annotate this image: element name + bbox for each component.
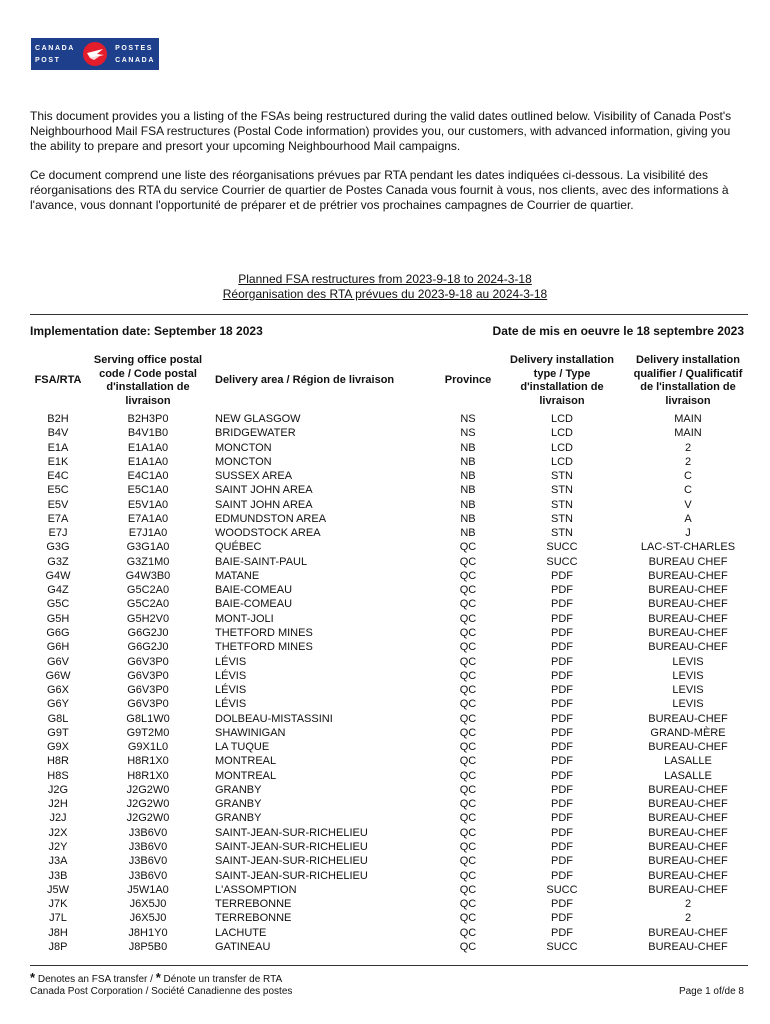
cell-fsa: J7L — [49, 912, 67, 925]
table-row — [0, 897, 770, 911]
cell-fsa: G9T — [47, 726, 69, 739]
cell-office: E5V1A0 — [127, 498, 169, 511]
table-row — [0, 441, 770, 455]
table-row — [0, 783, 770, 797]
cell-area: LÉVIS — [215, 669, 247, 682]
cell-qualifier: LEVIS — [672, 669, 704, 682]
table-row — [0, 683, 770, 697]
divider — [30, 965, 748, 966]
cell-area: NEW GLASGOW — [215, 413, 301, 425]
intro-french: Ce document comprend une liste des réorganisations prévues par RTA pendant les dates indiquées ci-dessous. La visibilité des réorganisations des RTA du service Courrier de quartier de Postes Canada vous fournit à vous, nos clients, avec des informations à l'avance, vous donnant l'opportunité de préparer et de prétrier vos prochaines campagnes de Courrier de quartier. — [30, 168, 729, 212]
table-row — [0, 426, 770, 440]
cell-office: J6X5J0 — [129, 912, 167, 925]
cell-qualifier: C — [684, 470, 692, 483]
cell-type: PDF — [551, 840, 573, 853]
table-row — [0, 697, 770, 711]
cell-type: PDF — [551, 855, 573, 868]
cell-area: SUSSEX AREA — [215, 470, 293, 483]
cell-province: NB — [460, 470, 476, 483]
cell-fsa: G6W — [45, 669, 71, 682]
cell-area: BAIE-SAINT-PAUL — [215, 555, 308, 568]
cell-office: B4V1B0 — [127, 427, 169, 440]
cell-fsa: G5C — [46, 598, 70, 611]
cell-qualifier: GRAND-MÈRE — [650, 726, 726, 739]
cell-qualifier: A — [684, 512, 692, 525]
cell-type: LCD — [550, 427, 573, 440]
cell-qualifier: 2 — [684, 455, 692, 468]
cell-province: QC — [459, 569, 477, 582]
cell-area: LACHUTE — [215, 926, 267, 939]
intro-english: This document provides you a listing of the FSAs being restructured during the valid dates outlined below. Visibility of Canada Post's Neighbourhood Mail FSA restructures (Postal Code information) provides you, our customers, with advanced information, giving you the ability to prepare and presort your upcoming Neighbourhood Mail campaigns. — [30, 109, 732, 153]
cell-office: G5H2V0 — [126, 612, 170, 625]
cell-province: QC — [459, 741, 477, 754]
cell-area: GATINEAU — [215, 940, 271, 953]
cell-province: NB — [460, 455, 476, 468]
cell-qualifier: BUREAU-CHEF — [648, 826, 728, 839]
cell-qualifier: LEVIS — [672, 655, 704, 668]
cell-area: SAINT-JEAN-SUR-RICHELIEU — [215, 869, 368, 882]
logo-right-words — [115, 45, 155, 64]
cell-qualifier: BUREAU-CHEF — [648, 798, 728, 811]
cell-area: SAINT-JEAN-SUR-RICHELIEU — [215, 855, 368, 868]
cell-fsa: J8P — [48, 940, 68, 953]
cell-office: E5C1A0 — [127, 484, 169, 497]
cell-type: PDF — [551, 783, 573, 796]
cell-type: PDF — [551, 641, 573, 654]
cell-province: QC — [459, 684, 477, 697]
logo-word: CANADA — [115, 56, 155, 64]
cell-office: H8R1X0 — [127, 755, 169, 768]
cell-type: SUCC — [546, 555, 578, 568]
cell-province: QC — [459, 655, 477, 668]
cell-qualifier: BUREAU-CHEF — [648, 626, 728, 639]
cell-area: LA TUQUE — [215, 741, 270, 754]
logo-word: CANADA — [35, 44, 75, 52]
logo-word: POSTES — [115, 44, 154, 52]
cell-office: J5W1A0 — [127, 883, 169, 896]
cell-office: B2H3P0 — [127, 413, 169, 425]
cell-type: PDF — [551, 826, 573, 839]
cell-province: NB — [460, 441, 476, 454]
cell-type: PDF — [551, 569, 573, 582]
table-row — [0, 869, 770, 883]
cell-type: PDF — [551, 769, 573, 782]
cell-province: QC — [459, 912, 477, 925]
cell-fsa: G4Z — [47, 584, 69, 597]
cell-area: WOODSTOCK AREA — [215, 527, 321, 540]
header-fsa: FSA/RTA — [34, 374, 82, 387]
cell-qualifier: BUREAU-CHEF — [648, 883, 728, 896]
cell-office: J3B6V0 — [128, 855, 168, 868]
table-row — [0, 769, 770, 783]
cell-qualifier: LEVIS — [672, 684, 704, 697]
table-row — [0, 726, 770, 740]
cell-type: PDF — [551, 912, 573, 925]
header-type: Delivery installation type / Type d'installation de livraison — [510, 354, 614, 407]
table-row — [0, 597, 770, 611]
cell-type: PDF — [551, 812, 573, 825]
cell-office: G3Z1M0 — [126, 555, 170, 568]
table-row — [0, 412, 770, 426]
cell-office: J2G2W0 — [126, 812, 170, 825]
cell-province: QC — [459, 612, 477, 625]
cell-province: QC — [459, 755, 477, 768]
cell-area: SAINT-JEAN-SUR-RICHELIEU — [215, 840, 368, 853]
cell-qualifier: 2 — [684, 898, 692, 911]
cell-qualifier: BUREAU-CHEF — [648, 869, 728, 882]
page-number: Page 1 of/de 8 — [678, 986, 744, 997]
cell-province: NS — [460, 427, 476, 440]
cell-qualifier: LASALLE — [664, 755, 712, 768]
cell-office: E1A1A0 — [127, 441, 169, 454]
cell-type: PDF — [551, 798, 573, 811]
cell-fsa: J7K — [48, 898, 68, 911]
cell-province: QC — [459, 726, 477, 739]
cell-office: G3G1A0 — [126, 541, 170, 554]
cell-province: QC — [459, 626, 477, 639]
cell-province: NS — [460, 413, 476, 425]
cell-qualifier: BUREAU-CHEF — [648, 855, 728, 868]
cell-qualifier: LEVIS — [672, 698, 704, 711]
cell-province: QC — [459, 783, 477, 796]
cell-fsa: G3Z — [47, 555, 69, 568]
cell-province: QC — [459, 598, 477, 611]
cell-office: H8R1X0 — [127, 769, 169, 782]
cell-type: PDF — [551, 669, 573, 682]
cell-qualifier: BUREAU-CHEF — [648, 598, 728, 611]
cell-type: PDF — [551, 741, 573, 754]
cell-area: L'ASSOMPTION — [215, 883, 297, 896]
cell-area: THETFORD MINES — [215, 626, 313, 639]
cell-area: GRANBY — [215, 798, 262, 811]
cell-type: PDF — [551, 698, 573, 711]
cell-qualifier: BUREAU CHEF — [648, 555, 728, 568]
cell-fsa: J2H — [48, 798, 68, 811]
cell-area: BRIDGEWATER — [215, 427, 296, 440]
cell-area: LÉVIS — [215, 684, 247, 697]
cell-fsa: B2H — [47, 413, 69, 425]
cell-province: QC — [459, 883, 477, 896]
cell-office: J3B6V0 — [128, 840, 168, 853]
cell-fsa: G6Y — [46, 698, 69, 711]
table-row — [0, 512, 770, 526]
cell-office: J8P5B0 — [128, 940, 168, 953]
cell-office: J3B6V0 — [128, 869, 168, 882]
header-office: Serving office postal code / Code postal d'installation de livraison — [93, 354, 203, 407]
table-row — [0, 498, 770, 512]
cell-fsa: G5H — [46, 612, 70, 625]
cell-fsa: J2J — [49, 812, 67, 825]
cell-area: SAINT JOHN AREA — [215, 498, 313, 511]
cell-province: NB — [460, 498, 476, 511]
cell-province: QC — [459, 555, 477, 568]
cell-fsa: J3B — [48, 869, 68, 882]
cell-office: G9X1L0 — [127, 741, 169, 754]
cell-qualifier: BUREAU-CHEF — [648, 584, 728, 597]
table-row — [0, 754, 770, 768]
cell-fsa: G6H — [46, 641, 70, 654]
table-row — [0, 926, 770, 940]
cell-office: G6G2J0 — [127, 641, 169, 654]
cell-province: QC — [459, 541, 477, 554]
cell-office: G6G2J0 — [127, 626, 169, 639]
cell-province: QC — [459, 584, 477, 597]
cell-province: NB — [460, 512, 476, 525]
cell-office: G8L1W0 — [126, 712, 170, 725]
table-row — [0, 469, 770, 483]
cell-type: PDF — [551, 612, 573, 625]
header-area: Delivery area / Région de livraison — [215, 374, 395, 387]
cell-qualifier: LAC-ST-CHARLES — [640, 541, 736, 554]
cell-office: G6V3P0 — [127, 669, 169, 682]
fsa-table-body — [0, 412, 770, 954]
star-marker: * — [155, 970, 161, 985]
cell-type: LCD — [550, 441, 573, 454]
cell-area: BAIE-COMEAU — [215, 598, 293, 611]
cell-province: QC — [459, 798, 477, 811]
cell-area: DOLBEAU-MISTASSINI — [215, 712, 333, 725]
cell-type: SUCC — [546, 940, 578, 953]
cell-qualifier: BUREAU-CHEF — [648, 926, 728, 939]
header-province: Province — [444, 374, 492, 387]
cell-qualifier: LASALLE — [664, 769, 712, 782]
cell-fsa: E4C — [47, 470, 69, 483]
cell-fsa: J5W — [47, 883, 69, 896]
logo-left-words — [35, 45, 75, 64]
plan-title-french: Réorganisation des RTA prévues du 2023-9-18 au 2024-3-18 — [222, 287, 548, 301]
cell-province: NB — [460, 484, 476, 497]
cell-qualifier: MAIN — [674, 427, 702, 440]
cell-fsa: E5V — [47, 498, 69, 511]
cell-fsa: E1A — [47, 441, 69, 454]
cell-qualifier: BUREAU-CHEF — [648, 641, 728, 654]
eagle-icon — [82, 41, 108, 67]
cell-type: PDF — [551, 869, 573, 882]
cell-qualifier: J — [685, 527, 691, 540]
cell-type: PDF — [551, 926, 573, 939]
cell-area: MONT-JOLI — [215, 612, 274, 625]
cell-area: SAINT JOHN AREA — [215, 484, 313, 497]
cell-area: BAIE-COMEAU — [215, 584, 293, 597]
cell-office: E7A1A0 — [127, 512, 169, 525]
table-row — [0, 940, 770, 954]
cell-type: STN — [551, 470, 573, 483]
cell-type: PDF — [551, 898, 573, 911]
table-row — [0, 655, 770, 669]
table-row — [0, 826, 770, 840]
cell-province: QC — [459, 826, 477, 839]
cell-type: PDF — [551, 726, 573, 739]
table-row — [0, 811, 770, 825]
cell-type: SUCC — [546, 541, 578, 554]
table-row — [0, 455, 770, 469]
table-row — [0, 854, 770, 868]
cell-type: PDF — [551, 626, 573, 639]
cell-qualifier: V — [684, 498, 692, 511]
cell-office: J8H1Y0 — [128, 926, 168, 939]
cell-type: PDF — [551, 684, 573, 697]
cell-fsa: E7A — [47, 512, 69, 525]
cell-type: PDF — [551, 584, 573, 597]
table-row — [0, 712, 770, 726]
cell-office: E1A1A0 — [127, 455, 169, 468]
cell-qualifier: C — [684, 484, 692, 497]
table-row — [0, 797, 770, 811]
cell-fsa: J8H — [48, 926, 68, 939]
table-row — [0, 911, 770, 925]
cell-qualifier: BUREAU-CHEF — [648, 812, 728, 825]
table-row — [0, 740, 770, 754]
cell-area: EDMUNDSTON AREA — [215, 512, 327, 525]
cell-province: QC — [459, 926, 477, 939]
cell-office: J2G2W0 — [126, 798, 170, 811]
cell-area: SHAWINIGAN — [215, 726, 286, 739]
cell-office: G6V3P0 — [127, 684, 169, 697]
cell-fsa: E5C — [47, 484, 69, 497]
table-row — [0, 526, 770, 540]
cell-qualifier: BUREAU-CHEF — [648, 940, 728, 953]
table-row — [0, 883, 770, 897]
cell-type: PDF — [551, 598, 573, 611]
cell-area: SAINT-JEAN-SUR-RICHELIEU — [215, 826, 368, 839]
cell-province: QC — [459, 812, 477, 825]
cell-office: G6V3P0 — [127, 698, 169, 711]
cell-fsa: G6G — [46, 626, 70, 639]
implementation-date-english: Implementation date: September 18 2023 — [30, 324, 263, 338]
cell-type: LCD — [550, 413, 573, 425]
cell-office: J3B6V0 — [128, 826, 168, 839]
cell-office: E7J1A0 — [128, 527, 168, 540]
cell-type: STN — [551, 527, 573, 540]
cell-fsa: G8L — [47, 712, 69, 725]
table-row — [0, 626, 770, 640]
cell-fsa: E7J — [48, 527, 68, 540]
cell-qualifier: BUREAU-CHEF — [648, 569, 728, 582]
cell-type: PDF — [551, 755, 573, 768]
cell-province: QC — [459, 712, 477, 725]
cell-office: G5C2A0 — [126, 598, 170, 611]
table-row — [0, 483, 770, 497]
footnote — [30, 970, 282, 985]
cell-office: E4C1A0 — [127, 470, 169, 483]
cell-area: MONCTON — [215, 455, 272, 468]
cell-area: MONCTON — [215, 441, 272, 454]
cell-fsa: J2Y — [48, 840, 68, 853]
cell-province: QC — [459, 698, 477, 711]
cell-fsa: J2X — [48, 826, 68, 839]
cell-qualifier: BUREAU-CHEF — [648, 712, 728, 725]
cell-office: G9T2M0 — [126, 726, 170, 739]
cell-area: TERREBONNE — [215, 912, 292, 925]
implementation-date-french: Date de mis en oeuvre le 18 septembre 2023 — [492, 324, 744, 338]
cell-type: STN — [551, 512, 573, 525]
cell-area: GRANBY — [215, 783, 262, 796]
cell-fsa: G6X — [46, 684, 69, 697]
cell-area: MONTREAL — [215, 769, 277, 782]
cell-office: J6X5J0 — [129, 898, 167, 911]
table-row — [0, 669, 770, 683]
cell-qualifier: BUREAU-CHEF — [648, 612, 728, 625]
cell-province: QC — [459, 769, 477, 782]
corporation-name: Canada Post Corporation / Société Canadienne des postes — [30, 986, 293, 997]
cell-qualifier: BUREAU-CHEF — [648, 783, 728, 796]
cell-area: THETFORD MINES — [215, 641, 313, 654]
cell-fsa: J3A — [48, 855, 68, 868]
cell-type: STN — [551, 484, 573, 497]
table-row — [0, 612, 770, 626]
plan-title-english: Planned FSA restructures from 2023-9-18 to 2024-3-18 — [238, 272, 532, 286]
cell-qualifier: MAIN — [674, 413, 702, 425]
cell-area: LÉVIS — [215, 655, 247, 668]
cell-type: STN — [551, 498, 573, 511]
cell-province: QC — [459, 641, 477, 654]
cell-fsa: H8R — [46, 755, 69, 768]
cell-province: QC — [459, 840, 477, 853]
cell-qualifier: BUREAU-CHEF — [648, 840, 728, 853]
table-row — [0, 540, 770, 554]
logo-word: POST — [35, 56, 61, 64]
cell-qualifier: BUREAU-CHEF — [648, 741, 728, 754]
canada-post-logo — [31, 38, 159, 70]
cell-area: QUÉBEC — [215, 541, 262, 554]
cell-office: G5C2A0 — [126, 584, 170, 597]
cell-fsa: G4W — [45, 569, 71, 582]
cell-fsa: E1K — [47, 455, 69, 468]
star-marker: * — [30, 970, 36, 985]
header-qualifier: Delivery installation qualifier / Qualificatif de l'installation de livraison — [633, 354, 743, 407]
cell-type: PDF — [551, 655, 573, 668]
cell-province: QC — [459, 940, 477, 953]
cell-fsa: H8S — [47, 769, 69, 782]
cell-province: QC — [459, 855, 477, 868]
cell-province: QC — [459, 669, 477, 682]
cell-type: LCD — [550, 455, 573, 468]
cell-province: QC — [459, 869, 477, 882]
cell-type: PDF — [551, 712, 573, 725]
cell-area: GRANBY — [215, 812, 262, 825]
cell-area: LÉVIS — [215, 698, 247, 711]
table-row — [0, 640, 770, 654]
cell-fsa: G9X — [46, 741, 69, 754]
table-row — [0, 569, 770, 583]
footnote-english: Denotes an FSA transfer / — [37, 974, 153, 985]
cell-area: MATANE — [215, 569, 260, 582]
cell-qualifier: 2 — [684, 912, 692, 925]
divider — [30, 314, 748, 315]
footnote-french: Dénote un transfer de RTA — [163, 974, 283, 985]
table-row — [0, 555, 770, 569]
cell-area: TERREBONNE — [215, 898, 292, 911]
cell-type: SUCC — [546, 883, 578, 896]
cell-province: NB — [460, 527, 476, 540]
table-row — [0, 583, 770, 597]
cell-area: MONTREAL — [215, 755, 277, 768]
cell-province: QC — [459, 898, 477, 911]
table-row — [0, 840, 770, 854]
cell-office: G6V3P0 — [127, 655, 169, 668]
cell-fsa: G6V — [46, 655, 69, 668]
cell-fsa: J2G — [47, 783, 69, 796]
cell-office: J2G2W0 — [126, 783, 170, 796]
cell-fsa: G3G — [46, 541, 70, 554]
cell-office: G4W3B0 — [125, 569, 171, 582]
cell-fsa: B4V — [47, 427, 69, 440]
cell-qualifier: 2 — [684, 441, 692, 454]
